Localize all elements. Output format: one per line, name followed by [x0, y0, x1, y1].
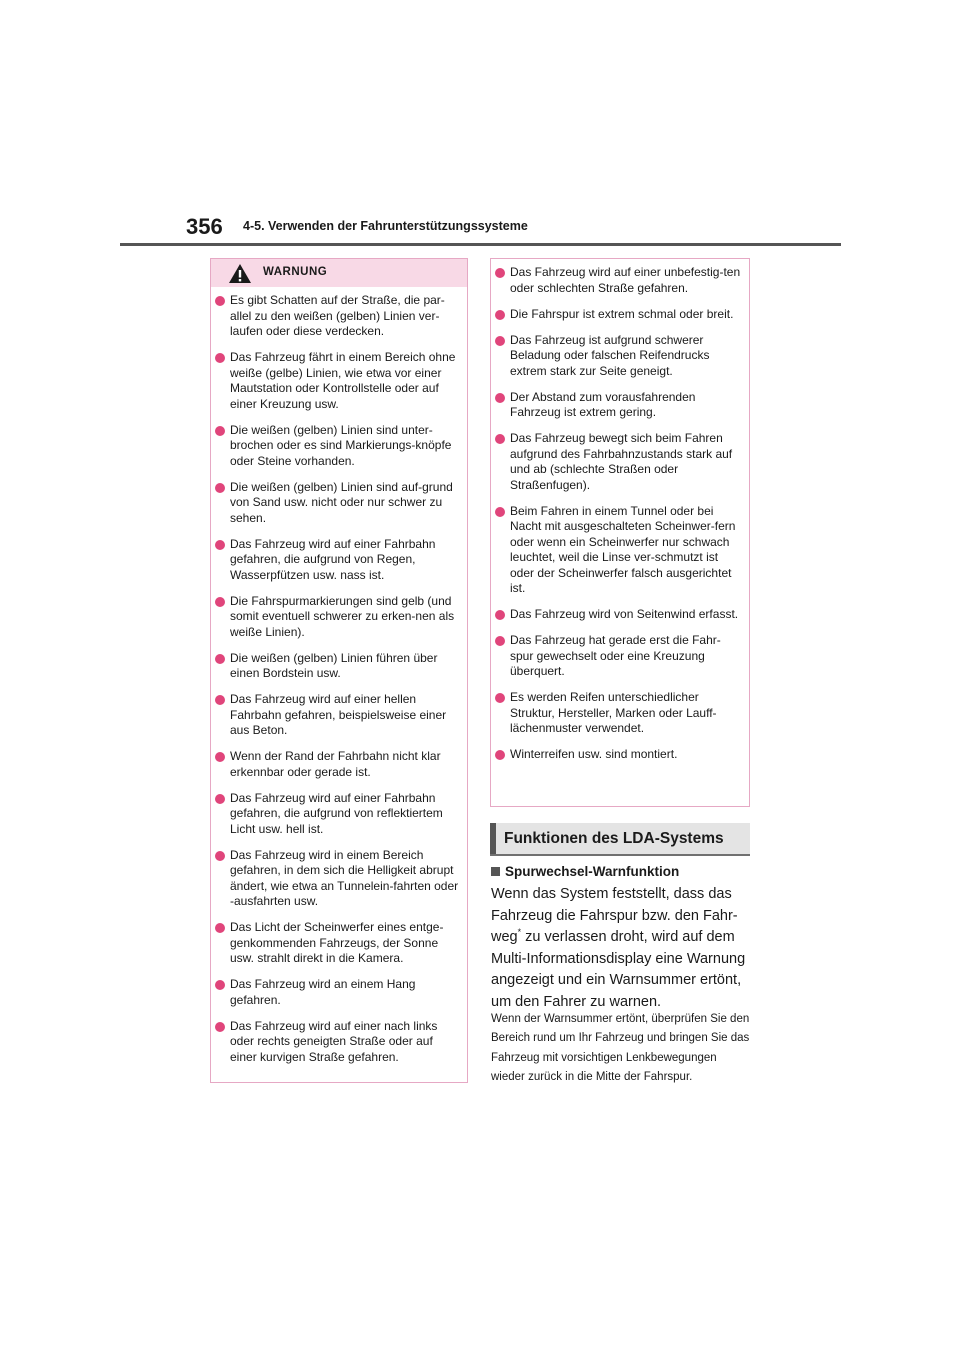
page-number: 356: [186, 214, 223, 239]
warning-triangle-icon: [228, 263, 252, 284]
functions-heading: [490, 823, 750, 856]
list-item: Das Fahrzeug fährt in einem Bereich ohne weiße (gelbe) Linien, wie etwa vor einer Mautstation oder Kontrollstelle oder auf einer Kreuzung usw.: [214, 350, 459, 412]
main-paragraph-part2: zu verlassen droht, wird auf dem Multi-Informationsdisplay eine Warnung angezeigt und ein Warnsummer ertönt, um den Fahrer zu warnen.: [491, 929, 746, 1010]
list-item: Winterreifen usw. sind montiert.: [494, 747, 741, 763]
list-item: Das Fahrzeug ist aufgrund schwerer Beladung oder falschen Reifendrucks extrem stark zur Seite geneigt.: [494, 333, 741, 380]
main-paragraph: [491, 884, 753, 1013]
heading-accent-bar: [490, 823, 496, 854]
note-paragraph: Wenn der Warnsummer ertönt, überprüfen Sie den Bereich rund um Ihr Fahrzeug und bringen Sie das Fahrzeug mit vorsichtigen Lenkbewegungen wieder zurück in die Mitte der Fahrspur.: [491, 1013, 750, 1083]
list-item: Das Fahrzeug wird auf einer Fahrbahn gefahren, die aufgrund von reflektiertem Licht usw. hell ist.: [214, 791, 459, 838]
list-item: Die weißen (gelben) Linien führen über einen Bordstein usw.: [214, 651, 459, 682]
list-item: Die weißen (gelben) Linien sind unter-brochen oder es sind Markierungs-knöpfe oder Steine vorhanden.: [214, 423, 459, 470]
main-paragraph-part1: Wenn das System feststellt, dass das Fahrzeug die Fahrspur bzw. den Fahr-weg: [491, 886, 738, 945]
list-item: Das Fahrzeug bewegt sich beim Fahren aufgrund des Fahrbahnzustands stark auf und ab (schlechte Straßen oder Straßenfugen).: [494, 431, 741, 493]
list-item: Das Fahrzeug wird in einem Bereich gefahren, in dem sich die Helligkeit abrupt ändert, wie etwa an Tunnelein-fahrten oder -ausfahrten usw.: [214, 848, 459, 910]
list-item: Das Fahrzeug wird auf einer nach links oder rechts geneigten Straße oder auf einer kurvigen Straße gefahren.: [214, 1019, 459, 1066]
square-bullet-icon: [491, 867, 500, 876]
sub-heading: [491, 864, 679, 879]
functions-heading-text: Funktionen des LDA-Systems: [504, 830, 724, 847]
list-item: Das Fahrzeug wird auf einer hellen Fahrbahn gefahren, beispielsweise einer aus Beton.: [214, 692, 459, 739]
footnote-marker: *: [517, 927, 522, 937]
list-item: Es gibt Schatten auf der Straße, die par-allel zu den weißen (gelben) Linien ver-laufen oder diese verdecken.: [214, 293, 459, 340]
warning-continued-box: [490, 258, 750, 807]
list-item: Das Fahrzeug hat gerade erst die Fahr-spur gewechselt oder eine Kreuzung überquert.: [494, 633, 741, 680]
list-item: Das Fahrzeug wird von Seitenwind erfasst.: [494, 607, 741, 623]
list-item: Die Fahrspurmarkierungen sind gelb (und somit eventuell schwerer zu erken-nen als weiße Linien).: [214, 594, 459, 641]
sub-heading-text: Spurwechsel-Warnfunktion: [505, 864, 680, 879]
list-item: Das Licht der Scheinwerfer eines entge-genkommenden Fahrzeugs, der Sonne usw. strahlt direkt in die Kamera.: [214, 920, 459, 967]
list-item: Wenn der Rand der Fahrbahn nicht klar erkennbar oder gerade ist.: [214, 749, 459, 780]
list-item: Beim Fahren in einem Tunnel oder bei Nacht mit ausgeschalteten Scheinwer-fern oder wenn ein Scheinwerfer nur schwach leuchtet, weil die Linse ver-schmutzt ist oder der Scheinwerfer falsch ausgerichtet ist.: [494, 504, 741, 597]
warning-header: [211, 259, 467, 287]
warning-list: [211, 287, 467, 1065]
list-item: Das Fahrzeug wird an einem Hang gefahren.: [214, 977, 459, 1008]
list-item: Die weißen (gelben) Linien sind auf-grund von Sand usw. nicht oder nur schwer zu sehen.: [214, 480, 459, 527]
list-item: Der Abstand zum vorausfahrenden Fahrzeug ist extrem gering.: [494, 390, 741, 421]
section-title: 4-5. Verwenden der Fahrunterstützungssysteme: [243, 219, 528, 233]
list-item: Das Fahrzeug wird auf einer unbefestig-ten oder schlechten Straße gefahren.: [494, 265, 741, 296]
list-item: Das Fahrzeug wird auf einer Fahrbahn gefahren, die aufgrund von Regen, Wasserpfützen usw. nass ist.: [214, 537, 459, 584]
header-rule: [120, 243, 841, 246]
list-item: Die Fahrspur ist extrem schmal oder breit.: [494, 307, 741, 323]
warning-box: [210, 258, 468, 1083]
list-item: Es werden Reifen unterschiedlicher Struktur, Hersteller, Marken oder Lauff-lächenmuster verwendet.: [494, 690, 741, 737]
warning-label: WARNUNG: [263, 266, 328, 278]
warning-continued-list: [494, 265, 741, 763]
